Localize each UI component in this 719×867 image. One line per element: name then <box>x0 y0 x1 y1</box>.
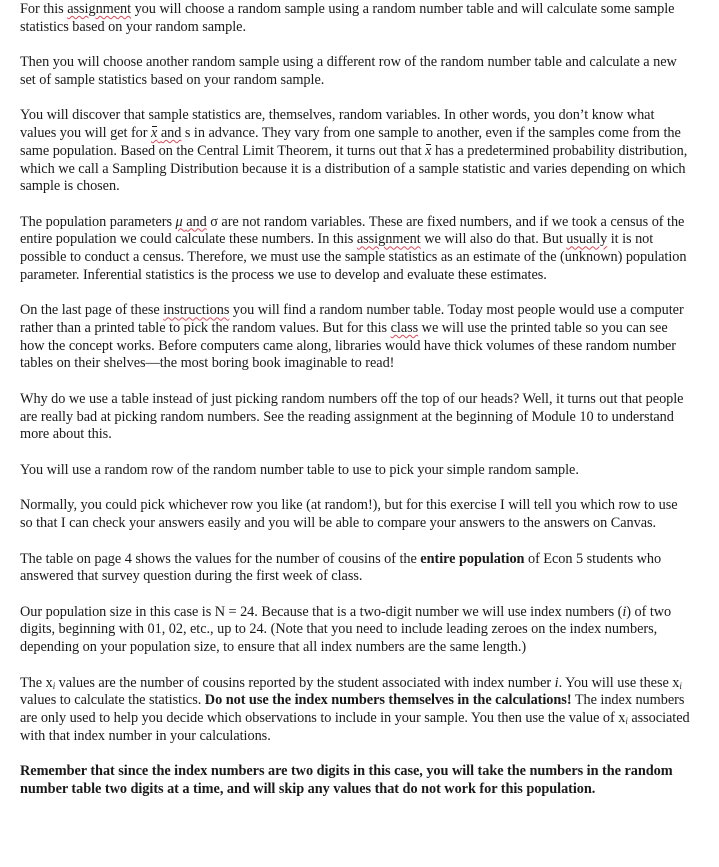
paragraph-xi-values: The $x_i$ values are the number of cousins reported by the student associated with index number i. You will use these $x_i$ values to calculate the statistics. Do not use the index numbers themselves in the calculations! The index numbers are only used to help you decide which observations to include in your sample. You then use the value of $x_i$ associated with that index number in your calculations. <box>20 674 690 744</box>
paragraph-pick-row: Normally, you could pick whichever row you like (at random!), but for this exercise I will tell you which row to use so that I can check your answers easily and you will be able to compare your answers to the answers on Canvas. <box>20 497 678 532</box>
paragraph-intro: For this assignment you will choose a random sample using a random number table and will calculate some sample statistics based on your random sample. <box>20 1 675 35</box>
x-bar-symbol: x <box>425 142 432 159</box>
paragraph-why-table: Why do we use a table instead of just picking random numbers off the top of our heads? Well, it turns out that people are really bad at picking random numbers. See the reading assignment at the beginning of Module 10 to understand more about this. <box>20 390 684 443</box>
paragraph-random-row: You will use a random row of the random number table to use to pick your simple random sample. <box>20 461 579 478</box>
paragraph-random-number-table: On the last page of these instructions you will find a random number table. Today most people would use a computer rather than a printed table to pick the random values. But for this class we will use the printed table so you can see how the concept works. Before computers came along, libraries would have thick volumes of these random number tables on their shelves—the most boring book imaginable to read! <box>20 302 684 372</box>
paragraph-sample-statistics: You will discover that sample statistics are, themselves, random variables. In other words, you don’t know what values you will get for x and s in advance. They vary from one sample to another, even if the samples come from the same population. Based on the Central Limit Theorem, it turns out that x has a predetermined probability distribution, which we call a Sampling Distribution because it is a distribution of a sample statistic and varies depending on which sample is chosen. <box>20 107 688 195</box>
emphasis-text: Do not use the index numbers themselves in the calculations! <box>204 692 572 709</box>
paragraph-remember <box>20 763 691 798</box>
emphasis-text: Remember that since the index numbers are two digits in this case, you will take the numbers in the random number table two digits at a time, and will skip any values that do not work for this population. <box>20 763 673 797</box>
paragraph-table-page: The table on page 4 shows the values for the number of cousins of the entire population of Econ 5 students who answered that survey question during the first week of class. <box>20 550 662 585</box>
spellcheck-phrase[interactable]: x and <box>151 125 182 142</box>
spellcheck-word[interactable]: instructions <box>163 302 230 319</box>
spellcheck-word[interactable]: assignment <box>67 1 132 17</box>
spellcheck-word[interactable]: usually <box>566 231 608 248</box>
mu-symbol: μ <box>175 213 183 230</box>
paragraph-second-sample: Then you will choose another random sample using a different row of the random number table and calculate a new set of sample statistics based on your random sample. <box>20 54 677 88</box>
emphasis-text: entire population <box>420 550 525 567</box>
x-bar-symbol: x <box>151 125 158 142</box>
index-variable: i <box>622 603 627 620</box>
spellcheck-word[interactable]: assignment <box>356 231 421 248</box>
paragraph-population-size: Our population size in this case is N = 24. Because that is a two-digit number we will use index numbers (i) of two digits, beginning with 01, 02, etc., up to 24. (Note that you need to include leading zeroes on the index numbers, depending on your population size, to ensure that all index numbers are the same length.) <box>20 603 672 656</box>
spellcheck-word[interactable]: class <box>390 320 419 337</box>
paragraph-population-parameters: The population parameters μ and σ are not random variables. These are fixed numbers, and if we took a census of the entire population we could calculate these numbers. In this assignment we will also do that. But usually it is not possible to conduct a census. Therefore, we must use the sample statistics as an estimate of the (unknown) population parameter. Inferential statistics is the process we use to develop and evaluate these estimates. <box>20 213 687 283</box>
spellcheck-phrase[interactable]: μ and <box>175 213 207 230</box>
